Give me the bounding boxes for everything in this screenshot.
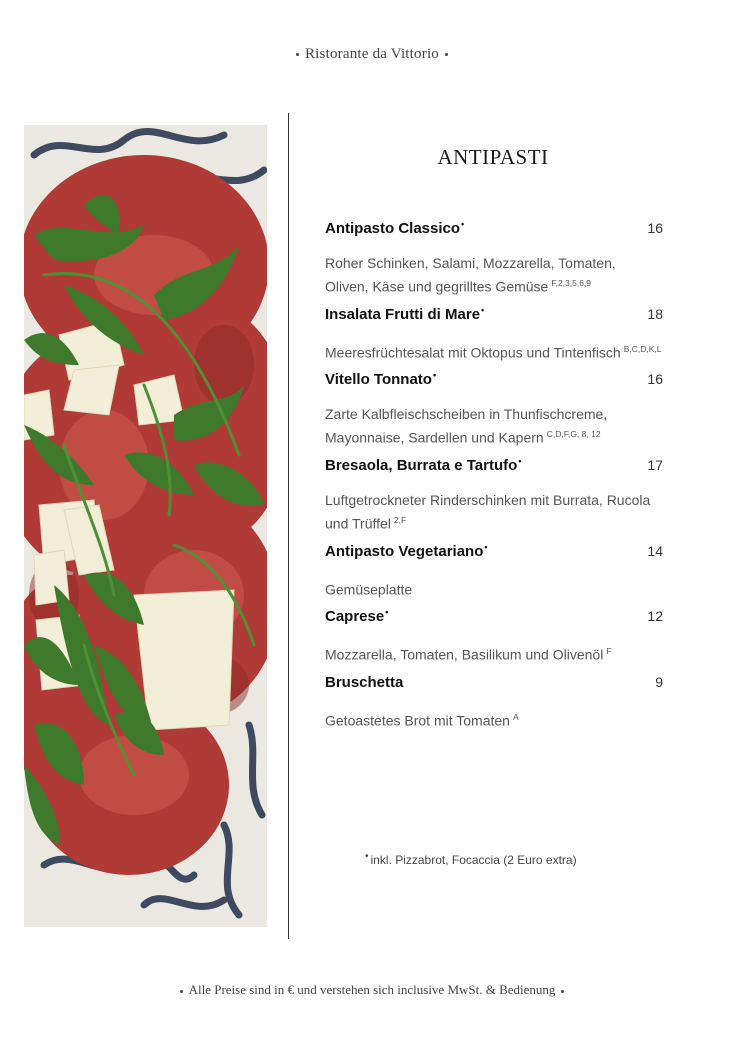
- item-price: 18: [647, 305, 663, 322]
- menu-item: [325, 673, 663, 731]
- allergen-codes: B,C,D,K,L: [623, 343, 662, 354]
- bullet-dot-icon: [445, 53, 448, 56]
- item-description: Gemüseplatte: [325, 581, 413, 598]
- item-name: Vitello Tonnato: [325, 371, 432, 389]
- vertical-divider: [288, 113, 289, 939]
- allergen-codes: 2,F: [393, 514, 407, 525]
- allergen-codes: F: [606, 646, 612, 657]
- item-price: 17: [647, 456, 663, 473]
- item-price: 16: [647, 371, 663, 388]
- menu-item: [325, 456, 663, 534]
- item-description: Getoastetes Brot mit Tomaten: [325, 712, 510, 729]
- item-price: 14: [647, 542, 663, 559]
- allergen-codes: A: [512, 711, 519, 722]
- price-footer: [0, 982, 744, 998]
- footnote: [365, 851, 577, 867]
- pizzabrot-mark: •: [484, 541, 488, 552]
- item-name: Insalata Frutti di Mare: [325, 305, 481, 323]
- item-description: Zarte Kalbfleischscheiben in Thunfischcreme, Mayonnaise, Sardellen und Kapern: [325, 406, 608, 446]
- menu-list: [325, 219, 663, 739]
- item-name: Bresaola, Burrata e Tartufo: [325, 456, 518, 474]
- pizzabrot-mark: •: [461, 219, 465, 229]
- pizzabrot-mark: •: [432, 370, 437, 381]
- pizzabrot-mark: •: [385, 607, 389, 618]
- item-description: Luftgetrockneter Rinderschinken mit Burrata, Rucola und Trüffel: [325, 491, 651, 532]
- restaurant-header: [0, 46, 744, 63]
- footnote-text: inkl. Pizzabrot, Focaccia (2 Euro extra): [370, 853, 577, 867]
- pizzabrot-mark: •: [481, 304, 485, 315]
- bresaola-arugula-illustration: [24, 125, 267, 927]
- item-description: Meeresfrüchtesalat mit Oktopus und Tintenfisch: [325, 344, 621, 361]
- item-price: 9: [655, 673, 663, 690]
- item-price: 16: [647, 220, 663, 236]
- menu-item: [325, 542, 663, 600]
- food-photo: [24, 125, 267, 927]
- bullet-dot-icon: [180, 990, 183, 993]
- item-name: Bruschetta: [325, 673, 404, 691]
- bullet-dot-icon: [561, 990, 564, 993]
- item-description: Roher Schinken, Salami, Mozzarella, Tomaten, Oliven, Käse und gegrilltes Gemüse: [325, 255, 616, 295]
- item-name: Caprese: [325, 608, 385, 626]
- pizzabrot-mark: •: [518, 455, 522, 466]
- bullet-dot-icon: [296, 53, 299, 56]
- item-name: Antipasto Vegetariano: [325, 542, 484, 560]
- restaurant-name: Ristorante da Vittorio: [304, 46, 440, 62]
- item-description: Mozzarella, Tomaten, Basilikum und Olivenöl: [325, 646, 604, 663]
- item-price: 12: [647, 608, 663, 625]
- footnote-mark: •: [365, 851, 369, 862]
- menu-item: [325, 607, 663, 665]
- menu-item: [325, 370, 663, 448]
- menu-item: [325, 305, 663, 363]
- menu-item: [325, 219, 663, 297]
- allergen-codes: F,2,3,5,6,9: [551, 278, 592, 288]
- footer-text: Alle Preise sind in € und verstehen sich inclusive MwSt. & Bedienung: [188, 982, 556, 997]
- section-title: ANTIPASTI: [437, 145, 549, 169]
- allergen-codes: C,D,F,G, 8, 12: [546, 429, 601, 440]
- item-name: Antipasto Classico: [325, 220, 461, 237]
